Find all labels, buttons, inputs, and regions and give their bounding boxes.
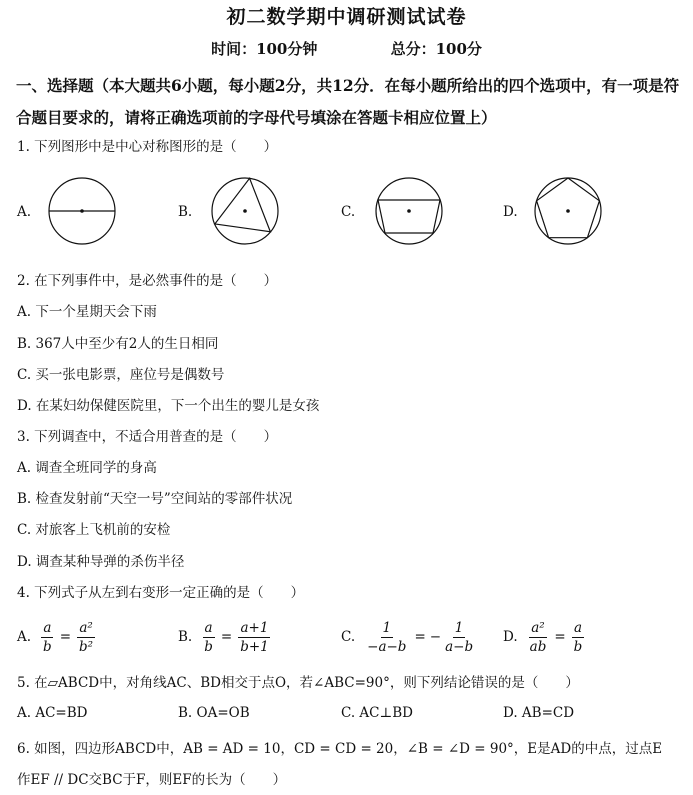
fraction: $\frac{\text{a²}}{ab}$ [529,619,547,655]
q3-stem: 3. 下列调查中，不适合用普查的是（ ） [17,429,278,445]
q4-option-d: D. $\frac{\text{a²}}{ab}$ = $\frac{a}{b}$ [503,619,583,655]
exam-time: 时间：100分钟 [211,40,318,58]
fraction: $\frac{a}{b}$ [43,619,52,655]
q1-stem: 1. 下列图形中是中心对称图形的是（ ） [17,139,278,155]
q4-stem: 4. 下列式子从左到右变形一定正确的是（ ） [17,585,305,601]
fraction: $\frac{a}{b}$ [204,619,213,655]
fraction: $\frac{1}{a-b}$ [445,619,474,655]
q6-line1: 6. 如图，四边形ABCD中，AB = AD = 10，CD = CD = 20，∠B = ∠D = 90°，E是AD的中点，过点E [17,741,663,757]
q3-option-b: B. 检查发射前“天空一号”空间站的零部件状况 [17,491,293,507]
circle-diameter-figure [47,176,117,246]
exam-score: 总分：100分 [390,40,482,58]
fraction: $\frac{1}{-a-b}$ [367,619,407,655]
q5-option-d: D. AB=CD [503,705,575,721]
circle-triangle-figure [210,176,280,246]
q2-option-d: D. 在某妇幼保健医院里，下一个出生的婴儿是女孩 [17,398,320,414]
section-heading: 一、选择题（本大题共6小题，每小题2分，共12分．在每小题所给出的四个选项中，有一项是符合题目要求的，请将正确选项前的字母代号填涂在答题卡相应位置上） [16,76,680,127]
q2-option-b: B. 367人中至少有2人的生日相同 [17,336,219,352]
exam-info [0,38,693,59]
fraction: $\frac{a+1}{b+1}$ [240,619,269,655]
q5-option-b: B. OA=OB [178,705,250,721]
q4-options [17,612,682,662]
q1-options [17,176,682,256]
q2-stem: 2. 在下列事件中，是必然事件的是（ ） [17,273,278,289]
q2-option-a: A. 下一个星期天会下雨 [17,304,157,320]
circle-pentagon-figure [533,176,603,246]
q4-option-a: A. $\frac{a}{b}$ = $\frac{\text{a²}}{\text{b²}}$ [17,619,94,655]
fraction: $\frac{a}{b}$ [573,619,583,655]
q5-option-a: A. AC=BD [17,705,88,721]
q1-option-c-label: C. [341,204,356,220]
q5-stem: 5. 在▱ABCD中，对角线AC、BD相交于点O，若∠ABC=90°，则下列结论错误的是（ ） [17,675,579,691]
q1-option-a-label: A. [17,204,32,220]
q6-line2: 作EF // DC交BC于F，则EF的长为（ ） [17,772,287,788]
q2-option-c: C. 买一张电影票，座位号是偶数号 [17,367,225,383]
page-title: 初二数学期中调研测试试卷 [226,6,467,28]
circle-trapezoid-figure [374,176,444,246]
q1-option-b-label: B. [178,204,193,220]
fraction: $\frac{\text{a²}}{\text{b²}}$ [79,619,94,655]
q3-option-a: A. 调查全班同学的身高 [17,460,157,476]
q4-option-c: C. $\frac{1}{-a-b}$ = − $\frac{1}{a-b}$ [341,619,474,655]
q3-option-d: D. 调查某种导弹的杀伤半径 [17,554,185,570]
q3-option-c: C. 对旅客上飞机前的安检 [17,522,171,538]
q1-option-d-label: D. [503,204,518,220]
q4-option-b: B. $\frac{a}{b}$ = $\frac{a+1}{b+1}$ [178,619,269,655]
q5-option-c: C. AC⊥BD [341,705,413,721]
